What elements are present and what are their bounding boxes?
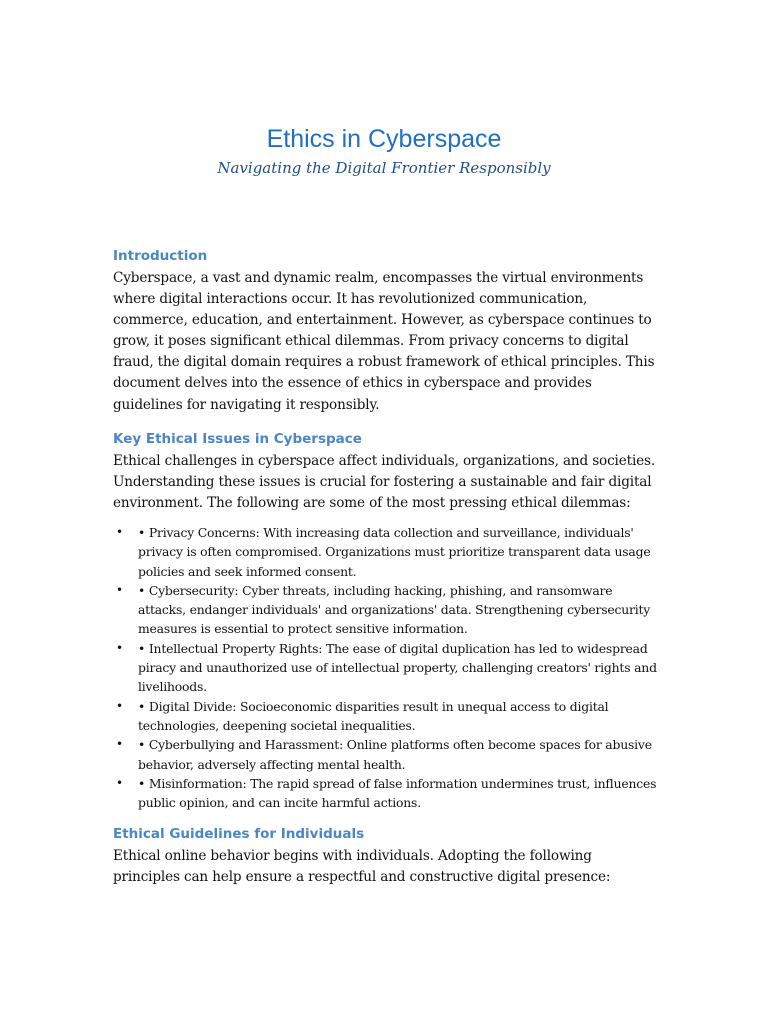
list-item <box>113 639 658 697</box>
document-subtitle: Navigating the Digital Frontier Responsibly <box>217 159 551 177</box>
ethical-issues-list <box>113 523 658 812</box>
list-item-text: • Digital Divide: Socioeconomic disparities result in unequal access to digital technologies, deepening societal inequalities. <box>138 698 609 733</box>
section-heading-introduction: Introduction <box>113 248 208 264</box>
bullet-icon: • <box>116 775 123 790</box>
list-item <box>113 581 658 639</box>
list-item <box>113 523 658 581</box>
document-title: Ethics in Cyberspace <box>266 125 502 153</box>
bullet-icon: • <box>116 640 123 655</box>
section-heading-key-ethical-issues: Key Ethical Issues in Cyberspace <box>113 430 362 447</box>
list-item-text: • Cybersecurity: Cyber threats, including hacking, phishing, and ransomware attacks, endanger individuals' and organizations' data. Strengthening cybersecurity measures is essential to protect sensitive information. <box>138 582 651 637</box>
list-item-text: • Cyberbullying and Harassment: Online platforms often become spaces for abusive behavior, adversely affecting mental health. <box>138 737 652 772</box>
section-heading-ethical-guidelines: Ethical Guidelines for Individuals <box>113 826 365 843</box>
introduction-paragraph: Cyberspace, a vast and dynamic realm, encompasses the virtual environments where digital interactions occur. It has revolutionized communication, commerce, education, and entertainment. However, as cyberspace continues to grow, it poses significant ethical dilemmas. From privacy concerns to digital fraud, the digital domain requires a robust framework of ethical principles. This document delves into the essence of ethics in cyberspace and provides guidelines for navigating it responsibly. <box>113 270 655 413</box>
document-body <box>113 246 658 889</box>
list-item-text: • Intellectual Property Rights: The ease of digital duplication has led to widespread piracy and unauthorized use of intellectual property, challenging creators' rights and livelihoods. <box>138 640 657 695</box>
bullet-icon: • <box>116 737 123 752</box>
list-item-text: • Misinformation: The rapid spread of false information undermines trust, influences public opinion, and can incite harmful actions. <box>138 775 657 811</box>
bullet-icon: • <box>116 698 123 713</box>
bullet-icon: • <box>116 524 123 539</box>
list-item <box>113 774 658 813</box>
key-ethical-issues-paragraph: Ethical challenges in cyberspace affect individuals, organizations, and societies. Understanding these issues is crucial for fostering a sustainable and fair digital environment. The following are some of the most pressing ethical dilemmas: <box>113 452 656 511</box>
ethical-guidelines-paragraph: Ethical online behavior begins with individuals. Adopting the following principles can help ensure a respectful and constructive digital presence: <box>113 848 611 886</box>
bullet-icon: • <box>116 582 123 597</box>
list-item <box>113 697 658 736</box>
list-item <box>113 735 658 774</box>
list-item-text: • Privacy Concerns: With increasing data collection and surveillance, individuals' privacy is often compromised. Organizations must prioritize transparent data usage policies and seek informed consent. <box>138 524 651 579</box>
